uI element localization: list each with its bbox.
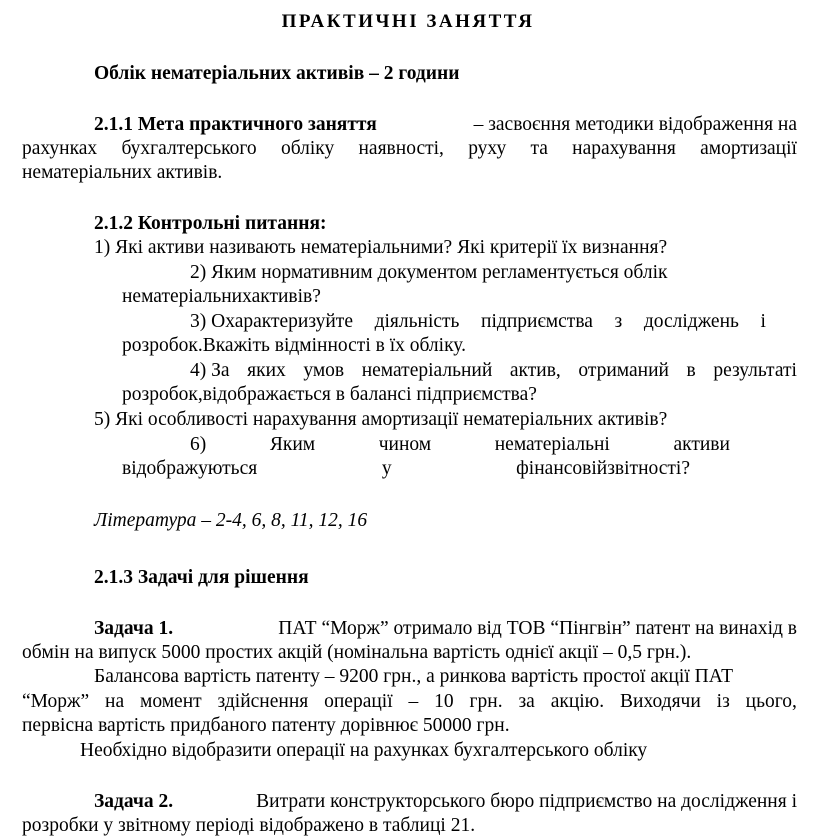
q6-words-b	[122, 457, 690, 481]
q6-words-a	[190, 433, 730, 457]
word: обліку	[280, 138, 335, 159]
question-1: 1) Які активи називають нематеріальними? Які критерії їх визнання?	[94, 237, 668, 258]
goal-line-3: нематеріальних активів.	[22, 162, 223, 183]
task-2-line-1-row	[94, 790, 797, 814]
word: умов	[303, 360, 345, 381]
task-2-line-1	[94, 790, 797, 814]
tasks-heading: 2.1.3 Задачі для рішення	[94, 567, 309, 588]
word: досліджень	[643, 311, 739, 332]
question-6-line-2	[122, 457, 690, 481]
word: “Морж”	[22, 691, 90, 712]
word: наявності,	[358, 138, 444, 159]
word: і	[760, 311, 766, 332]
page-title: ПРАКТИЧНІ ЗАНЯТТЯ	[281, 11, 535, 32]
word: у	[381, 458, 392, 479]
goal-line-2-words	[22, 137, 797, 161]
word: актив,	[509, 360, 561, 381]
task-1-line-2: обмін на випуск 5000 простих акцій (номінальна вартість однієї акції – 0,5 грн.).	[22, 642, 692, 663]
question-4-line-1	[190, 359, 797, 383]
questions-heading: 2.1.2 Контрольні питання:	[94, 213, 327, 234]
word: яких	[247, 360, 286, 381]
word: нематеріальні	[494, 434, 610, 455]
task-1-line-5: первісна вартість придбаного патенту дорівнює 50000 грн.	[22, 715, 510, 736]
word: нарахування	[572, 138, 676, 159]
word: в	[686, 360, 696, 381]
word: підприємства	[481, 311, 593, 332]
task-2-text-start: Витрати конструкторського бюро підприємство на дослідження і	[256, 791, 797, 812]
question-4-line-2: розробок,відображається в балансі підприємства?	[122, 384, 537, 405]
goal-text-start: – засвоєння методики відображення на	[473, 114, 797, 135]
word: 3) Охарактеризуйте	[190, 311, 353, 332]
word: момент	[139, 691, 202, 712]
word: руху	[468, 138, 507, 159]
task-1-line-6: Необхідно відобразити операції на рахунках бухгалтерського обліку	[80, 740, 648, 761]
goal-line-2	[22, 137, 797, 161]
word: з	[614, 311, 623, 332]
task-1-line-4	[22, 690, 797, 714]
word: із	[716, 691, 730, 712]
q4-words	[190, 359, 797, 383]
q3-words	[190, 310, 766, 334]
word: 10	[434, 691, 454, 712]
word: бухгалтерського	[121, 138, 257, 159]
task-1-label: Задача 1.	[94, 618, 174, 639]
literature-line: Література – 2-4, 6, 8, 11, 12, 16	[94, 510, 368, 531]
goal-line-1	[94, 113, 797, 137]
word: отриманий	[578, 360, 669, 381]
word: нематеріальний	[361, 360, 493, 381]
word: цього,	[745, 691, 797, 712]
word: 4) За	[190, 360, 230, 381]
word: операції	[324, 691, 393, 712]
word: за	[518, 691, 535, 712]
word: діяльність	[374, 311, 460, 332]
topic-subtitle: Облік нематеріальних активів – 2 години	[94, 63, 460, 84]
word: чином	[378, 434, 432, 455]
task-1-text-start: ПАТ “Морж” отримало від ТОВ “Пінгвін” патент на винахід в	[278, 618, 797, 639]
word: –	[408, 691, 419, 712]
question-6-line-1	[190, 433, 730, 457]
word: здійснення	[217, 691, 309, 712]
task-1-line-1-row	[94, 617, 797, 641]
task-2-label: Задача 2.	[94, 791, 174, 812]
word: Яким	[269, 434, 316, 455]
t1l4-words	[22, 690, 797, 714]
word: фінансовійзвітності?	[516, 458, 690, 479]
word: на	[105, 691, 125, 712]
task-1-line-1	[94, 617, 797, 641]
word: амортизації	[700, 138, 797, 159]
task-2-line-2: розробки у звітному періоді відображено в таблиці 21.	[22, 815, 476, 836]
question-5: 5) Які особливості нарахування амортизації нематеріальних активів?	[94, 409, 668, 430]
task-1-line-3: Балансова вартість патенту – 9200 грн., а ринкова вартість простої акції ПАТ	[94, 666, 733, 687]
question-3-line-2: розробок.Вкажіть відмінності в їх обліку.	[122, 335, 466, 356]
word: 6)	[190, 434, 207, 455]
word: відображуються	[122, 458, 258, 479]
word: активи	[673, 434, 730, 455]
word: Виходячи	[620, 691, 701, 712]
question-2-line-1: 2) Яким нормативним документом регламентується облік	[190, 262, 668, 283]
question-2-line-2: нематеріальнихактивів?	[122, 286, 321, 307]
word: грн.	[469, 691, 503, 712]
word: акцію.	[550, 691, 605, 712]
word: результаті	[713, 360, 797, 381]
word: та	[530, 138, 548, 159]
word: рахунках	[22, 138, 98, 159]
question-3-line-1	[190, 310, 766, 334]
goal-heading: 2.1.1 Мета практичного заняття	[94, 114, 377, 135]
